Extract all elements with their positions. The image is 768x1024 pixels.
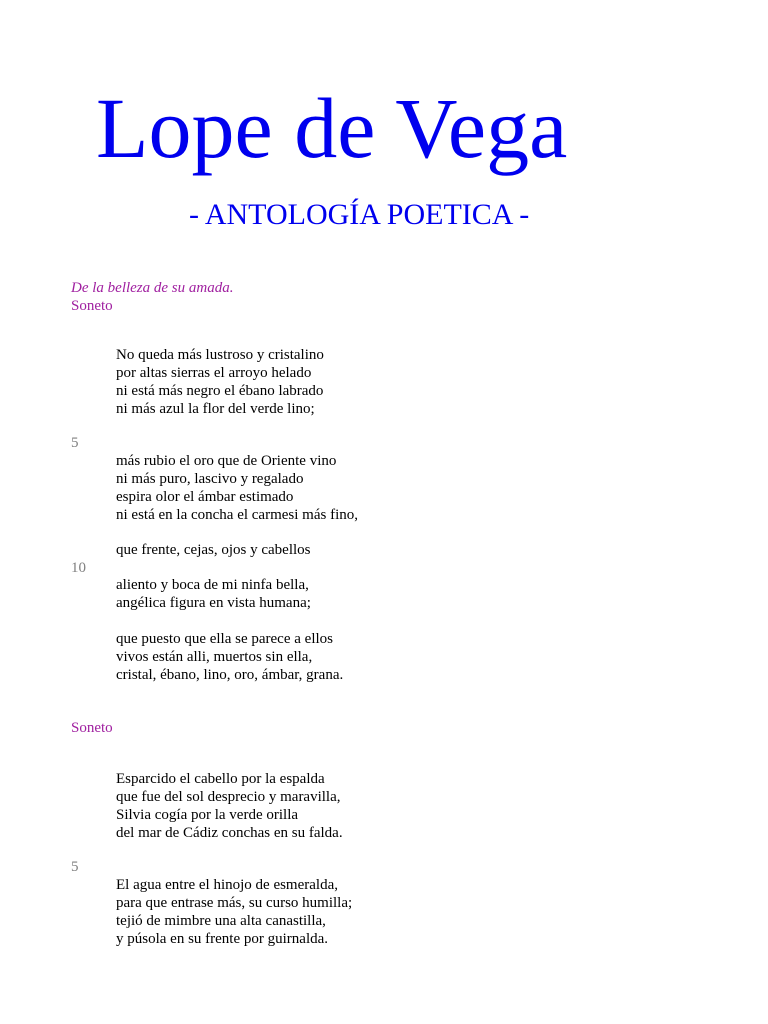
poem-line: Esparcido el cabello por la espalda	[116, 771, 325, 787]
poem-line: Silvia cogía por la verde orilla	[116, 807, 299, 823]
poem-line: ni más puro, lascivo y regalado	[116, 471, 304, 487]
page-title: Lope de Vega	[96, 80, 568, 176]
line-number: 5	[71, 859, 79, 875]
stanza	[116, 770, 343, 842]
poem-line: ni está más negro el ébano labrado	[116, 383, 324, 399]
stanza	[116, 630, 343, 684]
stanza	[116, 452, 358, 524]
poem-line: ni está en la concha el carmesi más fino,	[116, 507, 358, 523]
poem-type-label: Soneto	[71, 720, 113, 736]
line-number: 10	[71, 560, 86, 576]
poem-line: del mar de Cádiz conchas en su falda.	[116, 825, 343, 841]
poem-line: espira olor el ámbar estimado	[116, 489, 294, 505]
poem-line: que fue del sol desprecio y maravilla,	[116, 789, 341, 805]
poem-type-label: Soneto	[71, 298, 113, 314]
poem-line: ni más azul la flor del verde lino;	[116, 401, 315, 417]
poem-line: El agua entre el hinojo de esmeralda,	[116, 877, 338, 893]
poem-line: tejió de mimbre una alta canastilla,	[116, 913, 326, 929]
poem-line: y púsola en su frente por guirnalda.	[116, 931, 329, 947]
stanza	[116, 576, 311, 612]
poem-line: angélica figura en vista humana;	[116, 595, 311, 611]
stanza	[116, 346, 324, 418]
poem-line: que puesto que ella se parece a ellos	[116, 631, 333, 647]
poem-line: vivos están alli, muertos sin ella,	[116, 649, 313, 665]
poem-line: para que entrase más, su curso humilla;	[116, 895, 353, 911]
poem-line: por altas sierras el arroyo helado	[116, 365, 312, 381]
poem-line: más rubio el oro que de Oriente vino	[116, 453, 337, 469]
line-number: 5	[71, 435, 79, 451]
stanza	[116, 541, 311, 559]
poem-line: aliento y boca de mi ninfa bella,	[116, 577, 309, 593]
poem-line: que frente, cejas, ojos y cabellos	[116, 542, 311, 558]
poem-line: No queda más lustroso y cristalino	[116, 347, 324, 363]
poem-line: cristal, ébano, lino, oro, ámbar, grana.	[116, 667, 344, 683]
stanza	[116, 876, 352, 948]
poem-title: De la belleza de su amada.	[71, 280, 234, 296]
page-subtitle: - ANTOLOGÍA POETICA -	[189, 198, 530, 231]
